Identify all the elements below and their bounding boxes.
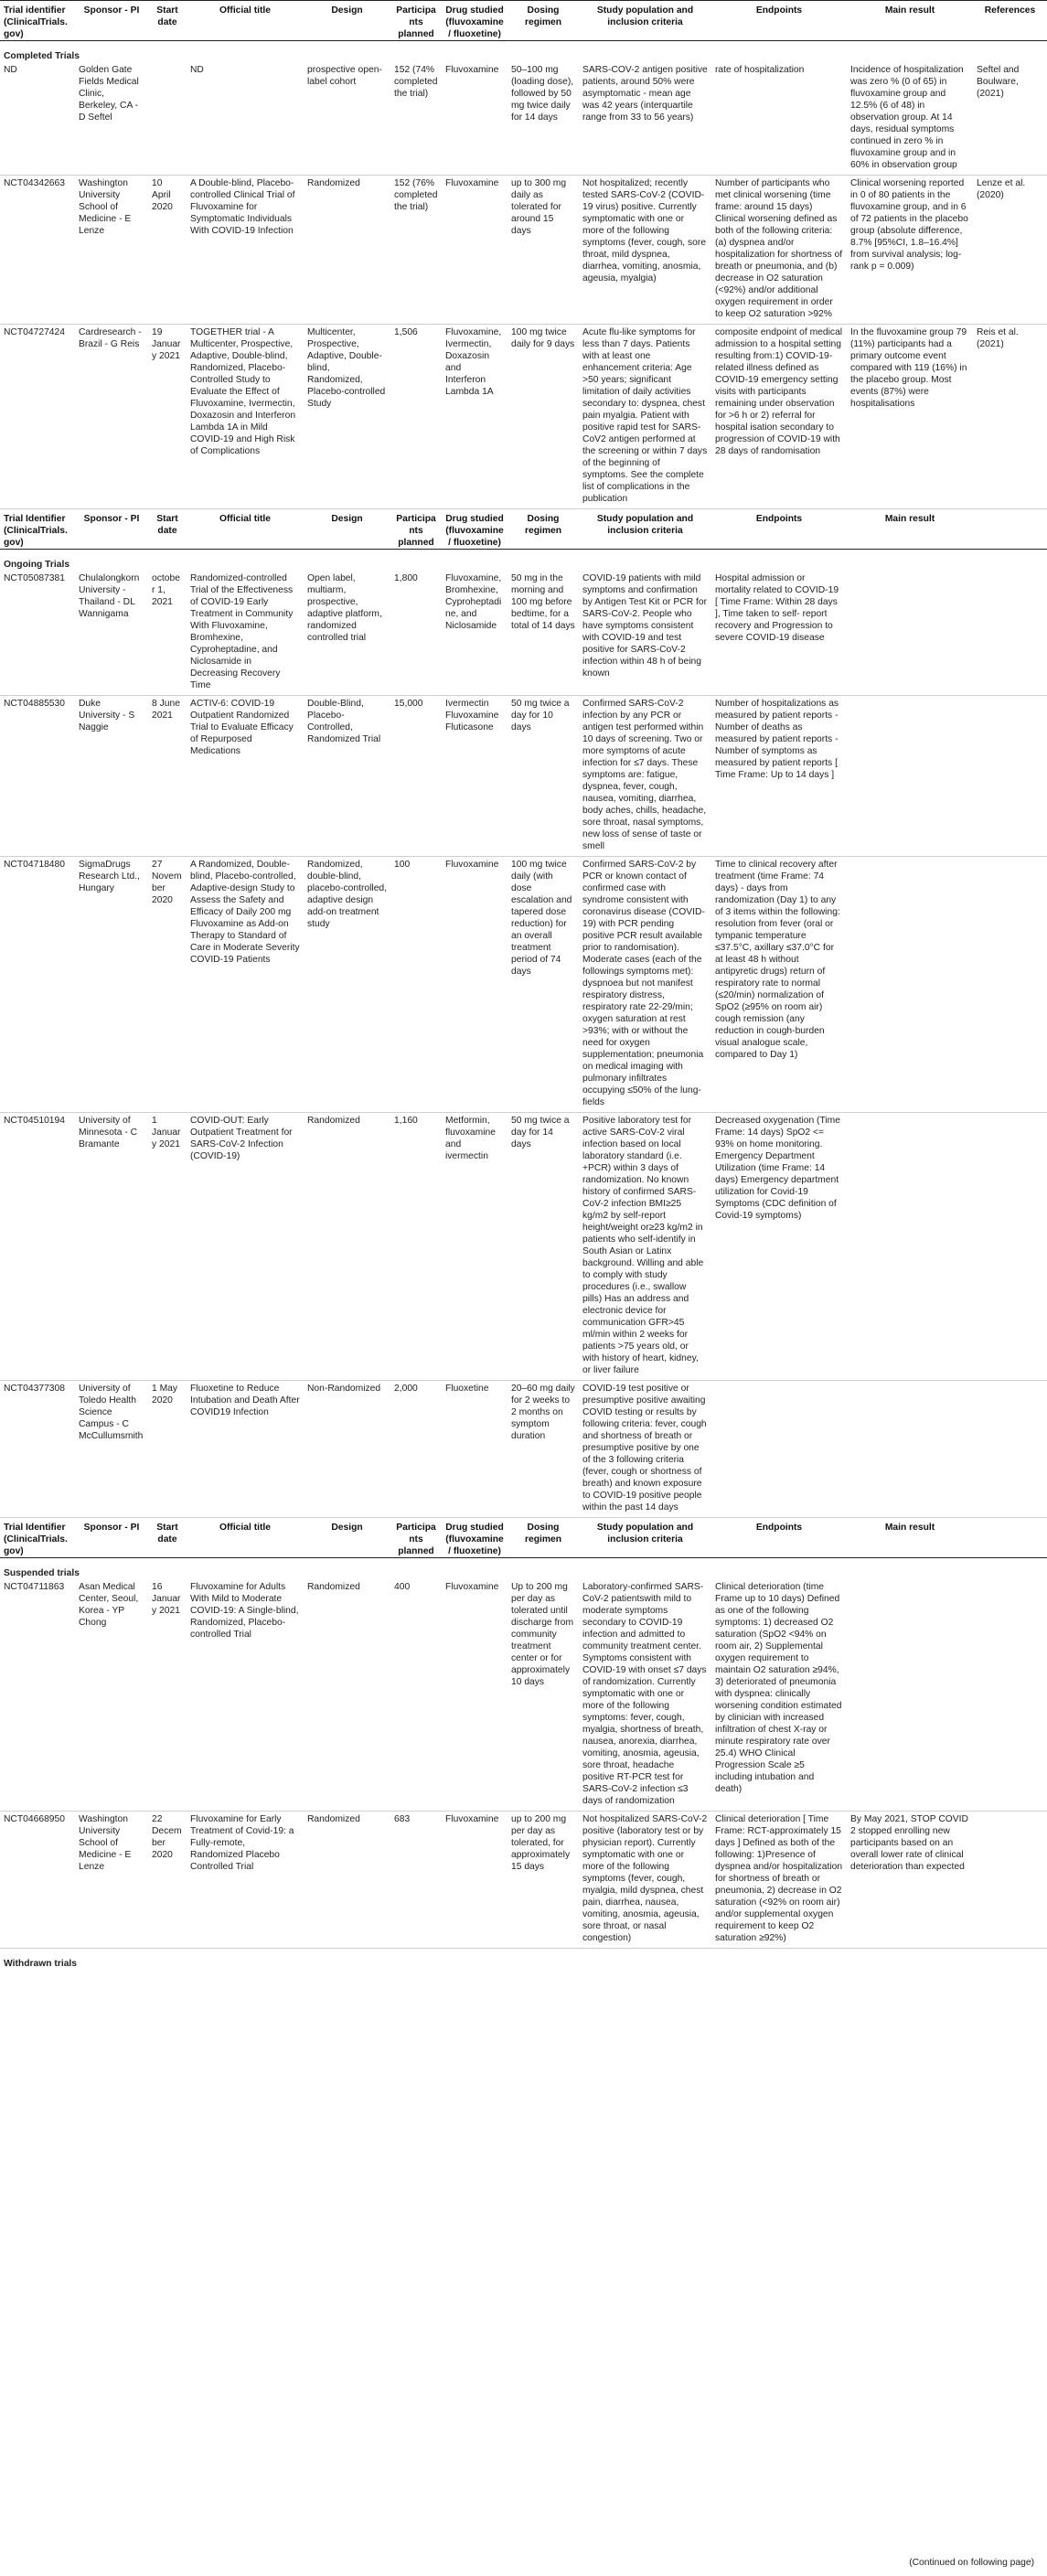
cell-title: Fluvoxamine for Early Treatment of Covid-19: a Fully-remote, Randomized Placebo Controlled Trial (190, 1814, 294, 1872)
cell-sponsor: University of Toledo Health Science Campus - C McCullumsmith (79, 1384, 144, 1441)
cell-participants: 400 (394, 1582, 411, 1592)
cell-result: By May 2021, STOP COVID 2 stopped enrolling new participants based on an overall lower rate of clinical deterioration than expected (850, 1814, 968, 1872)
cell-id: NCT04377308 (4, 1384, 65, 1394)
cell-result (847, 696, 973, 857)
table-row (0, 1113, 1047, 1381)
cell-result (847, 1579, 973, 1812)
column-header: Study population and inclusion criteria (596, 1523, 694, 1545)
column-header: Drug studied (fluvoxamine/ fluoxetine) (445, 5, 504, 39)
cell-dosing: 20–60 mg daily for 2 weeks to 2 months on symptom duration (511, 1384, 575, 1441)
cell-dosing: Up to 200 mg per day as tolerated until discharge from community treatment center or for approximately 10 days (511, 1582, 574, 1687)
section-title: Completed Trials (4, 51, 80, 61)
cell-design: Non-Randomized (307, 1384, 381, 1394)
cell-result (847, 857, 973, 1113)
cell-drug: Fluvoxamine (445, 1582, 499, 1592)
cell-title: Fluoxetine to Reduce Intubation and Death After COVID19 Infection (190, 1384, 300, 1417)
table-row (0, 696, 1047, 857)
column-header: Official title (219, 5, 272, 16)
cell-design: Randomized (307, 1582, 360, 1592)
cell-endpoints: Clinical deterioration [ Time Frame: RCT-approximately 15 days ] Defined as both of the following: 1)Presence of dyspnea and/or hospitalization for shortness of breath or pneumonia, 2) decrease in O2 saturation (<92% on room air) and/or supplemental oxygen requirement to keep O2 saturation ≥92%) (715, 1814, 843, 1943)
column-header: Design (331, 1523, 363, 1533)
cell-population: Not hospitalized; recently tested SARS-CoV-2 (COVID-19 virus) positive. Currently symptomatic with one or more of the following symptoms (fever, cough, sore throat, mild dyspnea, diarrhea, vomiting, anosmia, ageusia, myalgia) (582, 178, 707, 283)
column-header: Study population and inclusion criteria (596, 5, 694, 27)
cell-id: NCT04342663 (4, 178, 65, 188)
column-header: Dosing regimen (524, 5, 562, 27)
cell-participants: 100 (394, 860, 411, 870)
table-header-row (0, 1518, 1047, 1558)
cell-id: ND (4, 65, 17, 75)
cell-drug: Metformin, fluvoxamine and ivermectin (445, 1116, 496, 1161)
cell-dosing: up to 300 mg daily as tolerated for around 15 days (511, 178, 567, 236)
cell-empty (973, 571, 1047, 696)
cell-design: Randomized (307, 1116, 360, 1126)
cell-id: NCT04885530 (4, 699, 65, 709)
cell-start: 8 June 2021 (152, 699, 180, 721)
table-row (0, 1381, 1047, 1518)
cell-result: Clinical worsening reported in 0 of 80 patients in the fluvoxamine group, and in 6 of 72 patients in the placebo group (absolute difference, 8.7% [95%CI, 1.8–16.4%] from survival analysis; log-rank p = 0.009) (850, 178, 968, 272)
cell-design: Randomized, double-blind, placebo-controlled, adaptive design add-on treatment study (307, 860, 388, 929)
column-header: References (984, 5, 1036, 16)
cell-design: Double-Blind, Placebo-Controlled, Randomized Trial (307, 699, 381, 744)
column-header: Trial Identifier (ClinicalTrials.gov) (4, 1523, 68, 1556)
cell-design: Open label, multiarm, prospective, adaptive platform, randomized controlled trial (307, 573, 382, 643)
cell-population: Confirmed SARS-CoV-2 infection by any PCR or antigen test performed within 10 days of screening. Two or more symptoms of acute infection for ≤7 days. These symptoms are: fatigue, dyspnea, fever, cough, nausea, vomiting, diarrhea, body aches, chills, headache, sore throat, nasal symptoms, new loss of sense of taste or smell (582, 699, 707, 851)
cell-id: NCT04668950 (4, 1814, 65, 1824)
cell-id: NCT04718480 (4, 860, 65, 870)
cell-empty (973, 857, 1047, 1113)
cell-drug: Fluvoxamine, Bromhexine, Cyproheptadine, and Niclosamide (445, 573, 502, 631)
column-header: Main result (884, 514, 935, 524)
cell-id: NCT05087381 (4, 573, 65, 583)
cell-start: 1 January 2021 (152, 1116, 181, 1149)
cell-population: Laboratory-confirmed SARS-CoV-2 patientswith mild to moderate symptoms secondary to COVID-19 infection and admitted to community treatment center. Symptoms consistent with COVID-19 with onset ≤7 days of randomization. Currently symptomatic with one or more of the following symptoms: fever, cough, myalgia, shortness of breath, nausea, anorexia, diarrhea, vomiting, anosmia, ageusia, sore throat, headache positive RT-PCR test for SARS-CoV-2 infection ≤3 days of randomization (582, 1582, 707, 1806)
cell-ref: Reis et al. (2021) (977, 327, 1019, 349)
section-label-row (0, 1558, 1047, 1580)
section-title: Withdrawn trials (4, 1959, 78, 1969)
cell-start (148, 62, 187, 176)
cell-dosing: 100 mg twice daily for 9 days (511, 327, 575, 349)
column-header: Endpoints (755, 1523, 803, 1533)
cell-population: COVID-19 test positive or presumptive positive awaiting COVID testing or results by following criteria: fever, cough and shortness of breath or presumptive positive by one of the 3 following criteria (fever, cough or shortness of breath) and known exposure to COVID-19 positive people within the past 14 days (582, 1384, 707, 1512)
cell-population: Acute flu-like symptoms for less than 7 days. Patients with at least one enhancement criteria: Age >50 years; significant limitation of daily activities secondary to: dyspnea, chest pain myalgia. Patient with positive rapid test for SARS-CoV2 antigen performed at the screening or within 7 days of the beginning of symptoms. See the complete list of complications in the publication (582, 327, 708, 504)
cell-empty (973, 1113, 1047, 1381)
table-row (0, 1812, 1047, 1949)
cell-ref: Seftel and Boulware, (2021) (977, 65, 1020, 99)
cell-start: 27 November 2020 (152, 860, 182, 905)
column-header: Trial identifier (ClinicalTrials.gov) (4, 5, 68, 39)
cell-title: Fluvoxamine for Adults With Mild to Moderate COVID-19: A Single-blind, Randomized, Placebo-controlled Trial (190, 1582, 299, 1640)
section-label-row (0, 550, 1047, 572)
cell-endpoints (711, 1381, 847, 1518)
cell-dosing: 50–100 mg (loading dose), followed by 50 mg twice daily for 14 days (511, 65, 574, 123)
cell-title: A Double-blind, Placebo-controlled Clinical Trial of Fluvoxamine for Symptomatic Individuals With COVID-19 Infection (190, 178, 295, 236)
cell-start: 10 April 2020 (152, 178, 173, 212)
column-header: Endpoints (755, 5, 803, 16)
column-header: Start date (156, 514, 178, 536)
table-row (0, 325, 1047, 509)
column-header: Main result (884, 1523, 935, 1533)
cell-title: COVID-OUT: Early Outpatient Treatment for SARS-CoV-2 Infection (COVID-19) (190, 1116, 293, 1161)
table-row (0, 62, 1047, 176)
cell-population: Positive laboratory test for active SARS-CoV-2 viral infection based on local laboratory standard (i.e. +PCR) within 3 days of randomization. No known history of confirmed SARS-CoV-2 infection BMI≥25 kg/m2 by self-report height/weight or≥23 kg/m2 in patients who self-identify in South Asian or Latinx background. Willing and able to comply with study procedures (i.e., swallow pills) Has an address and electronic device for communication GFR>45 ml/min within 2 weeks for patients >75 years old, or with history of heart, kidney, or liver failure (582, 1116, 704, 1375)
section-title: Ongoing Trials (4, 560, 70, 570)
column-header: Sponsor - PI (83, 5, 140, 16)
cell-participants: 1,160 (394, 1116, 418, 1126)
cell-sponsor: SigmaDrugs Research Ltd., Hungary (79, 860, 140, 893)
cell-start: 19 January 2021 (152, 327, 181, 361)
cell-drug: Ivermectin Fluvoxamine Fluticasone (445, 699, 499, 732)
column-header: Study population and inclusion criteria (596, 514, 694, 536)
cell-start: 1 May 2020 (152, 1384, 178, 1406)
cell-design: Multicenter, Prospective, Adaptive, Double-blind, Randomized, Placebo-controlled Study (307, 327, 386, 409)
cell-dosing: 50 mg twice a day for 10 days (511, 699, 570, 732)
cell-endpoints: Number of hospitalizations as measured by patient reports - Number of deaths as measured by patient reports - Number of symptoms as measured by patient reports [ Time Frame: Up to 14 days ] (715, 699, 839, 780)
column-header: Trial Identifier (ClinicalTrials.gov) (4, 514, 68, 548)
cell-drug: Fluoxetine (445, 1384, 489, 1394)
cell-endpoints: rate of hospitalization (715, 65, 805, 75)
cell-design: Randomized (307, 178, 360, 188)
cell-endpoints: Clinical deterioration (time Frame up to 10 days) Defined as one of the following symptoms: 1) decreased O2 saturation (SpO2 <94% on room air, 2) Supplemental oxygen requirement to maintain O2 saturation ≥94%, 3) deteriorated of pneumonia with dyspnea: clinically worsening condition estimated by clinician with increased infiltration of chest X-ray or minute respiratory rate over 25.4) WHO Clinical Progression Scale ≥5 including intubation and death) (715, 1582, 842, 1794)
cell-id: NCT04727424 (4, 327, 65, 337)
table-header-row (0, 1, 1047, 41)
column-header: Drug studied (fluvoxamine/ fluoxetine) (445, 1523, 504, 1556)
column-header: Design (331, 5, 363, 16)
column-header: Participants planned (396, 5, 436, 39)
column-header: Endpoints (755, 514, 803, 524)
column-header: Main result (884, 5, 935, 16)
cell-drug: Fluvoxamine, Ivermectin, Doxazosin and Interferon Lambda 1A (445, 327, 502, 397)
column-header: Dosing regimen (524, 1523, 562, 1545)
cell-drug: Fluvoxamine (445, 860, 499, 870)
cell-participants: 15,000 (394, 699, 423, 709)
cell-endpoints: Hospital admission or mortality related to COVID-19 [ Time Frame: Within 28 days ], Time taken to self- report recovery and Progression to severe COVID-19 disease (715, 573, 839, 643)
section-title: Suspended trials (4, 1568, 80, 1578)
cell-dosing: 50 mg twice a day for 14 days (511, 1116, 570, 1149)
table-header-row (0, 509, 1047, 550)
column-header-empty (973, 1518, 1047, 1558)
cell-endpoints: Decreased oxygenation (Time Frame: 14 days) SpO2 <= 93% on home monitoring. Emergency Department Utilization (time Frame: 14 days) Emergency department utilization for Covid-19 Symptoms (CDC definition of Covid-19 symptoms) (715, 1116, 840, 1221)
cell-title: Randomized-controlled Trial of the Effectiveness of COVID-19 Early Treatment in Community With Fluvoxamine, Bromhexine, Cyproheptadine, and Niclosamide in Decreasing Recovery Time (190, 573, 294, 690)
cell-participants: 152 (76% completed the trial) (394, 178, 438, 212)
column-header: Sponsor - PI (83, 1523, 140, 1533)
cell-endpoints: Time to clinical recovery after treatment (time Frame: 74 days) - days from randomization (Day 1) to any of 3 items within the following: resolution from fever (oral or tympanic temperature ≤37.5°C, axillary ≤37.0°C for at least 48 h without antipyretic drugs) return of respiratory rate to normal (≤20/min) normalization of SpO2 (≥95% on room air) cough remission (any reduction in cough-burden visual analogue scale, compared to Day 1) (715, 860, 840, 1060)
cell-title: TOGETHER trial - A Multicenter, Prospective, Adaptive, Double-blind, Randomized, Placebo-Controlled Study to Evaluate the Effect of Fluvoxamine, Ivermectin, Doxazosin and Interferon Lambda 1A in Mild COVID-19 and High Risk of Complications (190, 327, 296, 456)
cell-drug: Fluvoxamine (445, 1814, 499, 1824)
column-header: Dosing regimen (524, 514, 562, 536)
cell-sponsor: Duke University - S Naggie (79, 699, 135, 732)
cell-design: prospective open-label cohort (307, 65, 382, 87)
cell-drug: Fluvoxamine (445, 178, 499, 188)
cell-ref: Lenze et al. (2020) (977, 178, 1026, 200)
table-row (0, 857, 1047, 1113)
cell-result (847, 571, 973, 696)
cell-participants: 152 (74% completed the trial) (394, 65, 438, 99)
cell-sponsor: Chulalongkorn University - Thailand - DL Wannigama (79, 573, 140, 619)
cell-title: A Randomized, Double-blind, Placebo-controlled, Adaptive-design Study to Assess the Safety and Efficacy of Daily 200 mg Fluvoxamine as Add-on Therapy to Standard of Care in Moderate Severity COVID-19 Patients (190, 860, 300, 965)
cell-drug: Fluvoxamine (445, 65, 499, 75)
cell-result (847, 1381, 973, 1518)
cell-empty (973, 1579, 1047, 1812)
cell-design: Randomized (307, 1814, 360, 1824)
cell-id: NCT04711863 (4, 1582, 65, 1592)
cell-dosing: 50 mg in the morning and 100 mg before bedtime, for a total of 14 days (511, 573, 575, 631)
column-header: Participants planned (396, 514, 436, 548)
column-header: Start date (156, 5, 178, 27)
cell-participants: 1,800 (394, 573, 418, 583)
cell-empty (973, 1812, 1047, 1949)
cell-result: In the fluvoxamine group 79 (11%) participants had a primary outcome event compared with 119 (16%) in the placebo group. Most events (87%) were hospitalisations (850, 327, 967, 409)
cell-sponsor: Washington University School of Medicine - E Lenze (79, 1814, 132, 1872)
cell-participants: 2,000 (394, 1384, 418, 1394)
column-header-empty (973, 509, 1047, 550)
cell-dosing: 100 mg twice daily (with dose escalation and tapered dose reduction) for an overall treatment period of 74 days (511, 860, 572, 977)
section-label-row (0, 41, 1047, 63)
column-header: Start date (156, 1523, 178, 1545)
table-row (0, 571, 1047, 696)
column-header: Design (331, 514, 363, 524)
cell-empty (973, 696, 1047, 857)
cell-population: Not hospitalized SARS-CoV-2 positive (laboratory test or by physician report). Currently symptomatic with one or more of the following symptoms (fever, cough, myalgia, mild dyspnea, chest pain, diarrhea, nausea, vomiting, anosmia, ageusia, sore throat, or nasal congestion) (582, 1814, 708, 1943)
cell-result (847, 1113, 973, 1381)
cell-title: ACTIV-6: COVID-19 Outpatient Randomized Trial to Evaluate Efficacy of Repurposed Medications (190, 699, 294, 756)
cell-sponsor: University of Minnesota - C Bramante (79, 1116, 138, 1149)
column-header: Sponsor - PI (83, 514, 140, 524)
column-header: Participants planned (396, 1523, 436, 1556)
cell-result: Incidence of hospitalization was zero % (0 of 65) in fluvoxamine group and 12.5% (6 of 48) in observation group. At 14 days, residual symptoms continued in zero % in fluvoxamine group and in 60% in observation group (850, 65, 964, 170)
cell-population: Confirmed SARS-CoV-2 by PCR or known contact of confirmed case with syndrome consistent with coronavirus disease (COVID-19) with PCR pending positive PCR result available prior to randomisation). Moderate cases (each of the followings symptoms met): dyspnoea but not manifest respiratory distress, respiratory rate 22-29/min; oxygen saturation at rest >93%; with or without the need for oxygen supplementation; pneumonia on medical imaging with pulmonary infiltrates occupying ≤50% of the lung-fields (582, 860, 705, 1107)
cell-endpoints: Number of participants who met clinical worsening (time frame: around 15 days) Clinical worsening defined as both of the following criteria: (a) dyspnea and/or hospitalization for shortness of breath or pneumonia, and (b) decrease in O2 saturation (<92%) and/or additional oxygen requirement in order to keep O2 saturation >92% (715, 178, 843, 319)
column-header: Drug studied (fluvoxamine/ fluoxetine) (445, 514, 504, 548)
table-row (0, 176, 1047, 325)
cell-start: 16 January 2021 (152, 1582, 181, 1616)
cell-endpoints: composite endpoint of medical admission to a hospital setting resulting from:1) COVID-19-related illness defined as COVID-19 emergency setting visits with participants remaining under observation for >6 h or 2) referral for hospital isation secondary to progression of COVID-19 with 28 days of randomisation (715, 327, 843, 456)
section-label-row (0, 1949, 1047, 1971)
column-header: Official title (219, 1523, 272, 1533)
cell-title: ND (190, 65, 204, 75)
cell-start: october 1, 2021 (152, 573, 180, 607)
cell-participants: 683 (394, 1814, 411, 1824)
cell-population: SARS-COV-2 antigen positive patients, around 50% were asymptomatic - mean age was 42 years (interquartile range from 33 to 56 years) (582, 65, 708, 123)
cell-start: 22 December 2020 (152, 1814, 182, 1860)
cell-sponsor: Washington University School of Medicine - E Lenze (79, 178, 132, 236)
cell-sponsor: Golden Gate Fields Medical Clinic, Berkeley, CA - D Seftel (79, 65, 139, 123)
column-header: Official title (219, 514, 272, 524)
cell-population: COVID-19 patients with mild symptoms and confirmation by Antigen Test Kit or PCR for SARS-CoV-2. People who have symptoms consistent with COVID-19 and test positive for SARS-CoV-2 infection within 48 h of being known (582, 573, 708, 679)
cell-dosing: up to 200 mg per day as tolerated, for approximately 15 days (511, 1814, 571, 1872)
cell-empty (973, 1381, 1047, 1518)
cell-sponsor: Cardresearch - Brazil - G Reis (79, 327, 142, 349)
table-row (0, 1579, 1047, 1812)
cell-sponsor: Asan Medical Center, Seoul, Korea - YP Chong (79, 1582, 139, 1628)
continued-note: (Continued on following page) (909, 2558, 1034, 2568)
cell-participants: 1,506 (394, 327, 418, 337)
cell-id: NCT04510194 (4, 1116, 65, 1126)
